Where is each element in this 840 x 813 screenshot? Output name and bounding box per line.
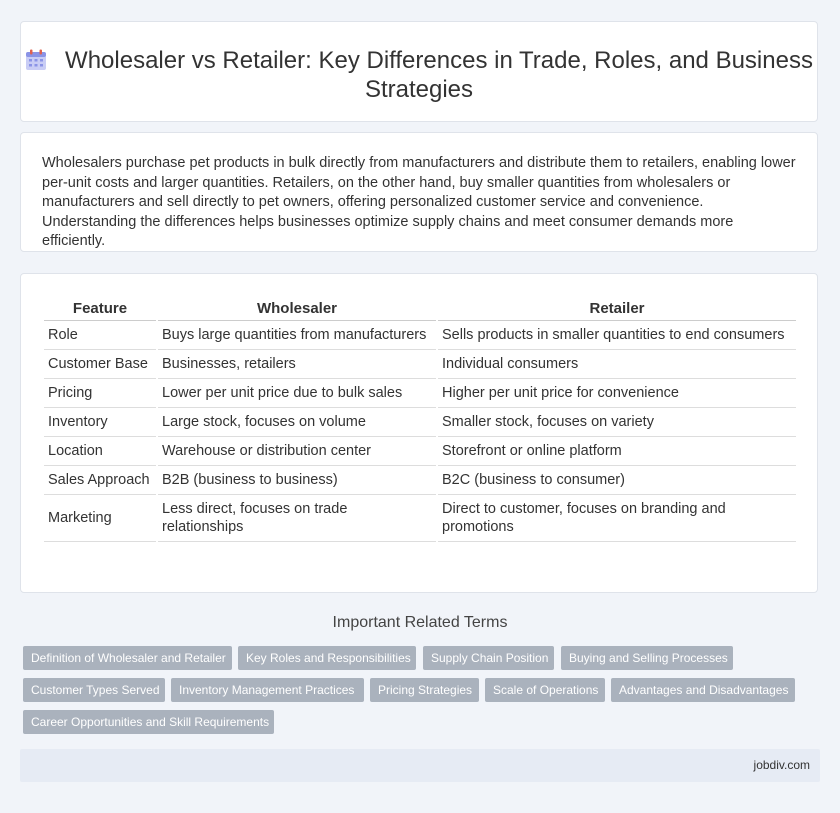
column-header-wholesaler: Wholesaler <box>158 295 436 321</box>
page-title: Wholesaler vs Retailer: Key Differences in Trade, Roles, and Business Strategies <box>65 47 813 103</box>
table-row <box>44 321 796 350</box>
tag-supply-chain[interactable]: Supply Chain Position <box>423 646 554 670</box>
table-cell: Customer Base <box>44 350 156 379</box>
table-cell: Role <box>44 321 156 350</box>
footer-site-link[interactable]: jobdiv.com <box>753 758 810 772</box>
table-cell: Large stock, focuses on volume <box>158 408 436 437</box>
tag-buying-selling[interactable]: Buying and Selling Processes <box>561 646 733 670</box>
calendar-icon <box>25 49 47 71</box>
comparison-card <box>20 273 818 593</box>
table-cell: Pricing <box>44 379 156 408</box>
table-cell: Marketing <box>44 495 156 542</box>
table-cell: Businesses, retailers <box>158 350 436 379</box>
tag-definition[interactable]: Definition of Wholesaler and Retailer <box>23 646 232 670</box>
table-cell: Location <box>44 437 156 466</box>
related-terms-title: Important Related Terms <box>332 614 508 631</box>
intro-paragraph: Wholesalers purchase pet products in bulk directly from manufacturers and distribute them to retailers, enabling lower per-unit costs and larger quantities. Retailers, on the other hand, buy smaller quantities from wholesalers or manufacturers and sell directly to pet owners, offering personalized customer service and convenience. Understanding the differences helps businesses optimize supply chains and meet consumer demands more efficiently. <box>42 155 796 249</box>
table-row <box>44 408 796 437</box>
table-cell: B2C (business to consumer) <box>438 466 796 495</box>
tag-pricing[interactable]: Pricing Strategies <box>370 678 479 702</box>
footer <box>20 749 820 782</box>
tag-advantages[interactable]: Advantages and Disadvantages <box>611 678 795 702</box>
table-cell: Lower per unit price due to bulk sales <box>158 379 436 408</box>
tag-key-roles[interactable]: Key Roles and Responsibilities <box>238 646 416 670</box>
tag-scale[interactable]: Scale of Operations <box>485 678 605 702</box>
table-row <box>44 437 796 466</box>
page-title-wrap <box>21 46 817 104</box>
table-row <box>44 466 796 495</box>
table-cell: Buys large quantities from manufacturers <box>158 321 436 350</box>
table-cell: Sells products in smaller quantities to end consumers <box>438 321 796 350</box>
table-cell: Sales Approach <box>44 466 156 495</box>
table-cell: Storefront or online platform <box>438 437 796 466</box>
table-cell: Individual consumers <box>438 350 796 379</box>
column-header-retailer: Retailer <box>438 295 796 321</box>
tag-customer-types[interactable]: Customer Types Served <box>23 678 165 702</box>
table-row <box>44 350 796 379</box>
tag-inventory[interactable]: Inventory Management Practices <box>171 678 364 702</box>
table-row <box>44 379 796 408</box>
table-row <box>44 495 796 542</box>
column-header-feature: Feature <box>44 295 156 321</box>
table-cell: Higher per unit price for convenience <box>438 379 796 408</box>
tag-career[interactable]: Career Opportunities and Skill Requirements <box>23 710 274 734</box>
comparison-table <box>42 295 798 542</box>
table-header-row <box>44 295 796 321</box>
table-cell: Smaller stock, focuses on variety <box>438 408 796 437</box>
table-cell: Inventory <box>44 408 156 437</box>
table-cell: Warehouse or distribution center <box>158 437 436 466</box>
table-cell: Direct to customer, focuses on branding and promotions <box>438 495 796 542</box>
table-cell: Less direct, focuses on trade relationships <box>158 495 436 542</box>
title-card <box>20 21 818 122</box>
intro-card <box>20 132 818 252</box>
table-cell: B2B (business to business) <box>158 466 436 495</box>
